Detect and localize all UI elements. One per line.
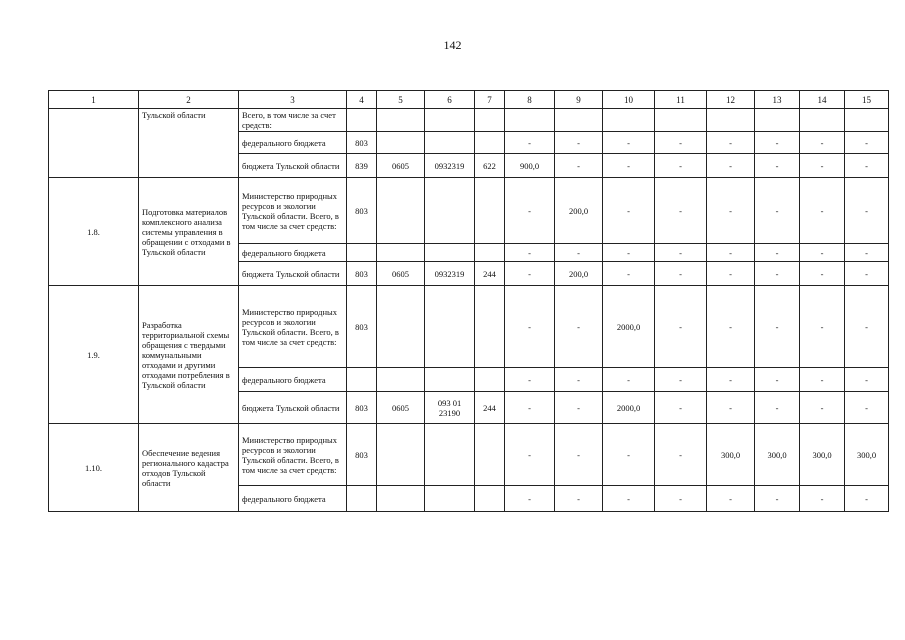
value-cell: - bbox=[555, 392, 603, 424]
value-cell: - bbox=[845, 178, 889, 244]
value-cell bbox=[475, 109, 505, 132]
value-cell: - bbox=[755, 286, 800, 368]
value-cell: 0605 bbox=[377, 262, 425, 286]
value-cell bbox=[475, 244, 505, 262]
value-cell: - bbox=[505, 368, 555, 392]
value-cell bbox=[425, 286, 475, 368]
value-cell: - bbox=[603, 368, 655, 392]
value-cell: - bbox=[845, 132, 889, 154]
item-number bbox=[49, 109, 139, 178]
header-cell: 8 bbox=[505, 91, 555, 109]
value-cell: - bbox=[505, 424, 555, 486]
header-cell: 15 bbox=[845, 91, 889, 109]
value-cell: 2000,0 bbox=[603, 286, 655, 368]
value-cell: - bbox=[707, 486, 755, 512]
table-row bbox=[49, 109, 889, 132]
header-cell: 10 bbox=[603, 91, 655, 109]
value-cell: - bbox=[555, 368, 603, 392]
item-name: Тульской области bbox=[139, 109, 239, 178]
item-number: 1.10. bbox=[49, 424, 139, 512]
value-cell: 244 bbox=[475, 262, 505, 286]
header-cell: 4 bbox=[347, 91, 377, 109]
value-cell bbox=[555, 109, 603, 132]
value-cell: - bbox=[655, 178, 707, 244]
value-cell bbox=[347, 244, 377, 262]
value-cell: 300,0 bbox=[800, 424, 845, 486]
value-cell: - bbox=[505, 244, 555, 262]
value-cell: 803 bbox=[347, 286, 377, 368]
value-cell: - bbox=[655, 154, 707, 178]
value-cell: - bbox=[845, 244, 889, 262]
value-cell: 2000,0 bbox=[603, 392, 655, 424]
value-cell: - bbox=[845, 368, 889, 392]
value-cell: - bbox=[603, 154, 655, 178]
value-cell: - bbox=[707, 392, 755, 424]
funding-source: федерального бюджета bbox=[239, 244, 347, 262]
funding-source: бюджета Тульской области bbox=[239, 392, 347, 424]
value-cell: - bbox=[845, 286, 889, 368]
value-cell bbox=[800, 109, 845, 132]
value-cell: - bbox=[505, 178, 555, 244]
item-number: 1.8. bbox=[49, 178, 139, 286]
value-cell: 839 bbox=[347, 154, 377, 178]
value-cell: - bbox=[603, 424, 655, 486]
value-cell: - bbox=[505, 486, 555, 512]
value-cell bbox=[377, 368, 425, 392]
item-number: 1.9. bbox=[49, 286, 139, 424]
value-cell bbox=[377, 178, 425, 244]
value-cell: - bbox=[755, 178, 800, 244]
funding-source: федерального бюджета bbox=[239, 486, 347, 512]
value-cell: - bbox=[707, 154, 755, 178]
value-cell: - bbox=[555, 286, 603, 368]
value-cell bbox=[347, 486, 377, 512]
value-cell: - bbox=[755, 132, 800, 154]
header-cell: 14 bbox=[800, 91, 845, 109]
funding-source: бюджета Тульской области bbox=[239, 154, 347, 178]
value-cell: - bbox=[655, 486, 707, 512]
value-cell: - bbox=[755, 368, 800, 392]
value-cell: - bbox=[800, 244, 845, 262]
value-cell bbox=[475, 178, 505, 244]
value-cell: - bbox=[655, 286, 707, 368]
value-cell: - bbox=[800, 368, 845, 392]
budget-table bbox=[48, 90, 889, 512]
value-cell bbox=[377, 244, 425, 262]
value-cell: - bbox=[755, 154, 800, 178]
value-cell bbox=[475, 424, 505, 486]
value-cell: - bbox=[655, 262, 707, 286]
value-cell: - bbox=[505, 286, 555, 368]
value-cell bbox=[377, 132, 425, 154]
value-cell bbox=[475, 486, 505, 512]
value-cell: 803 bbox=[347, 132, 377, 154]
value-cell: - bbox=[755, 486, 800, 512]
value-cell: - bbox=[655, 132, 707, 154]
header-cell: 6 bbox=[425, 91, 475, 109]
value-cell: - bbox=[655, 424, 707, 486]
value-cell: - bbox=[755, 244, 800, 262]
value-cell: 900,0 bbox=[505, 154, 555, 178]
value-cell: - bbox=[800, 392, 845, 424]
value-cell: - bbox=[707, 368, 755, 392]
value-cell: 093 01 23190 bbox=[425, 392, 475, 424]
value-cell: - bbox=[800, 154, 845, 178]
value-cell bbox=[347, 368, 377, 392]
value-cell: - bbox=[800, 262, 845, 286]
value-cell: 0605 bbox=[377, 154, 425, 178]
item-name: Подготовка материалов комплексного анализа системы управления в обращении с отходами в Тульской области bbox=[139, 178, 239, 286]
table-row bbox=[49, 424, 889, 486]
value-cell: - bbox=[800, 178, 845, 244]
value-cell bbox=[475, 132, 505, 154]
value-cell: - bbox=[505, 262, 555, 286]
header-cell: 5 bbox=[377, 91, 425, 109]
value-cell: 803 bbox=[347, 262, 377, 286]
item-name: Разработка территориальной схемы обращения с твердыми коммунальными отходами и другими отходами потребления в Тульской области bbox=[139, 286, 239, 424]
header-cell: 11 bbox=[655, 91, 707, 109]
value-cell bbox=[755, 109, 800, 132]
value-cell bbox=[475, 286, 505, 368]
value-cell bbox=[377, 286, 425, 368]
value-cell: - bbox=[505, 392, 555, 424]
value-cell: - bbox=[603, 244, 655, 262]
table-row bbox=[49, 178, 889, 244]
value-cell bbox=[425, 424, 475, 486]
value-cell bbox=[475, 368, 505, 392]
value-cell: - bbox=[755, 392, 800, 424]
funding-source: Всего, в том числе за счет средств: bbox=[239, 109, 347, 132]
value-cell: 622 bbox=[475, 154, 505, 178]
value-cell: - bbox=[707, 244, 755, 262]
item-name: Обеспечение ведения регионального кадастра отходов Тульской области bbox=[139, 424, 239, 512]
value-cell: - bbox=[707, 178, 755, 244]
value-cell bbox=[655, 109, 707, 132]
value-cell: 0605 bbox=[377, 392, 425, 424]
value-cell bbox=[425, 244, 475, 262]
table-body bbox=[49, 109, 889, 512]
value-cell: - bbox=[603, 132, 655, 154]
value-cell: - bbox=[555, 132, 603, 154]
value-cell: 244 bbox=[475, 392, 505, 424]
value-cell: - bbox=[845, 392, 889, 424]
value-cell: 0932319 bbox=[425, 262, 475, 286]
value-cell: - bbox=[845, 486, 889, 512]
value-cell bbox=[425, 178, 475, 244]
value-cell: 803 bbox=[347, 424, 377, 486]
value-cell: - bbox=[603, 262, 655, 286]
value-cell: - bbox=[800, 286, 845, 368]
value-cell: - bbox=[555, 486, 603, 512]
header-cell: 12 bbox=[707, 91, 755, 109]
header-cell: 13 bbox=[755, 91, 800, 109]
value-cell bbox=[377, 486, 425, 512]
value-cell: - bbox=[655, 368, 707, 392]
value-cell: - bbox=[707, 262, 755, 286]
value-cell: 803 bbox=[347, 178, 377, 244]
value-cell: - bbox=[505, 132, 555, 154]
value-cell: 803 bbox=[347, 392, 377, 424]
value-cell: 0932319 bbox=[425, 154, 475, 178]
value-cell bbox=[425, 486, 475, 512]
header-cell: 2 bbox=[139, 91, 239, 109]
value-cell: 200,0 bbox=[555, 178, 603, 244]
header-row bbox=[49, 91, 889, 109]
value-cell: - bbox=[707, 132, 755, 154]
value-cell bbox=[425, 132, 475, 154]
value-cell: - bbox=[555, 424, 603, 486]
value-cell: 200,0 bbox=[555, 262, 603, 286]
value-cell: - bbox=[800, 486, 845, 512]
header-cell: 9 bbox=[555, 91, 603, 109]
value-cell: 300,0 bbox=[707, 424, 755, 486]
value-cell bbox=[347, 109, 377, 132]
value-cell: 300,0 bbox=[755, 424, 800, 486]
value-cell bbox=[425, 368, 475, 392]
value-cell: - bbox=[655, 392, 707, 424]
funding-source: федерального бюджета bbox=[239, 132, 347, 154]
page-number: 142 bbox=[443, 38, 462, 52]
funding-source: Министерство природных ресурсов и экологии Тульской области. Всего, в том числе за счет средств: bbox=[239, 424, 347, 486]
value-cell: 300,0 bbox=[845, 424, 889, 486]
value-cell: - bbox=[555, 244, 603, 262]
funding-source: федерального бюджета bbox=[239, 368, 347, 392]
value-cell: - bbox=[655, 244, 707, 262]
value-cell: - bbox=[603, 178, 655, 244]
header-cell: 1 bbox=[49, 91, 139, 109]
value-cell bbox=[377, 109, 425, 132]
funding-source: Министерство природных ресурсов и экологии Тульской области. Всего, в том числе за счет средств: bbox=[239, 286, 347, 368]
header-cell: 7 bbox=[475, 91, 505, 109]
funding-source: бюджета Тульской области bbox=[239, 262, 347, 286]
table-row bbox=[49, 286, 889, 368]
value-cell: - bbox=[800, 132, 845, 154]
value-cell: - bbox=[555, 154, 603, 178]
value-cell: - bbox=[755, 262, 800, 286]
value-cell bbox=[707, 109, 755, 132]
value-cell: - bbox=[845, 154, 889, 178]
funding-source: Министерство природных ресурсов и экологии Тульской области. Всего, в том числе за счет средств: bbox=[239, 178, 347, 244]
value-cell bbox=[845, 109, 889, 132]
value-cell bbox=[505, 109, 555, 132]
value-cell bbox=[377, 424, 425, 486]
value-cell: - bbox=[845, 262, 889, 286]
value-cell bbox=[425, 109, 475, 132]
value-cell: - bbox=[603, 486, 655, 512]
value-cell bbox=[603, 109, 655, 132]
value-cell: - bbox=[707, 286, 755, 368]
header-cell: 3 bbox=[239, 91, 347, 109]
